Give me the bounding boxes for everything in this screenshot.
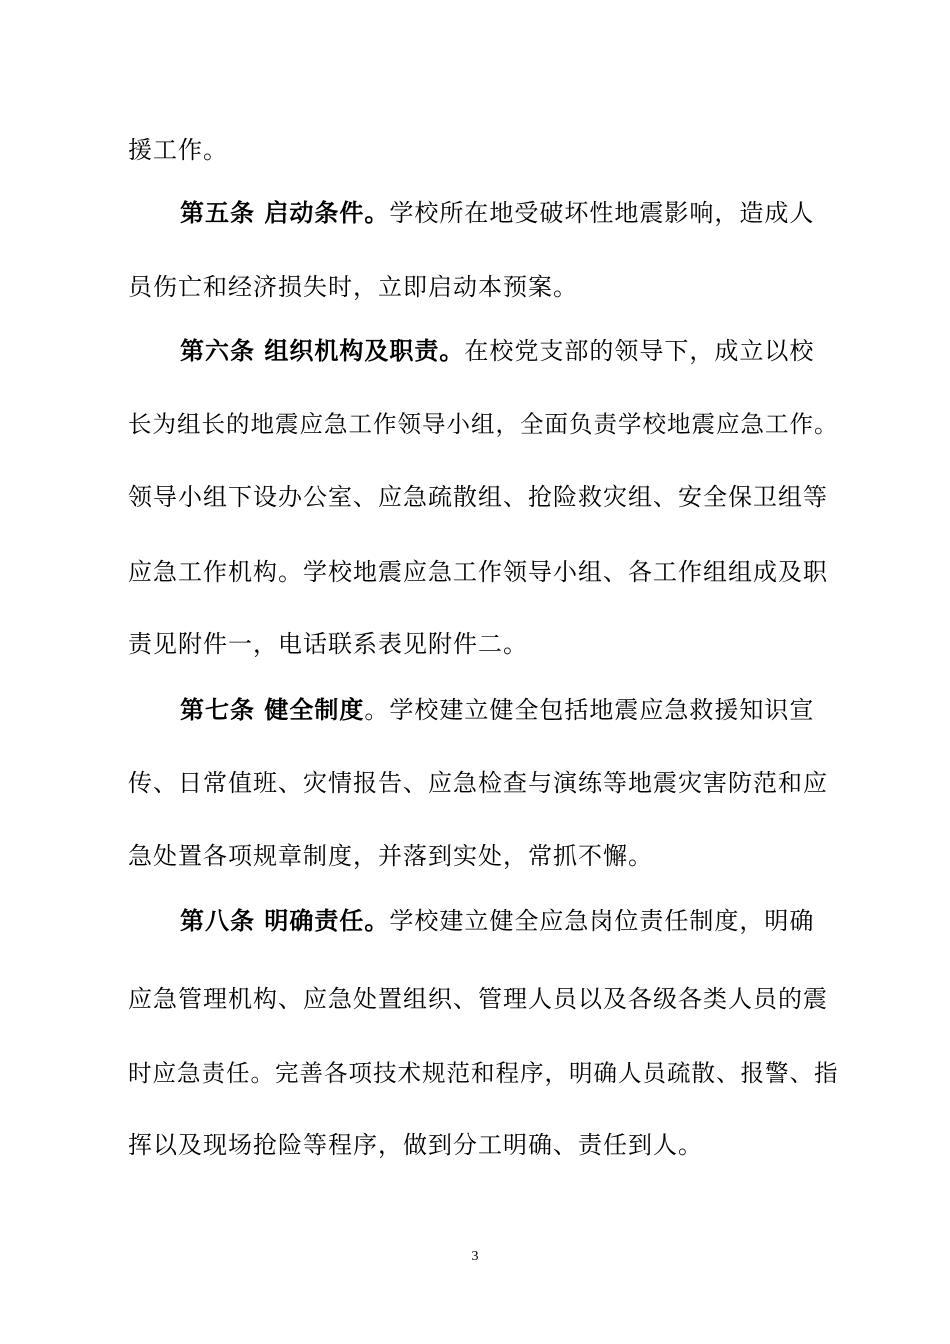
- body-line: [128, 841, 848, 871]
- body-line: [128, 482, 848, 512]
- line-text: 员伤亡和经济损失时，立即启动本预案。: [128, 273, 578, 301]
- article-heading: 第六条 组织机构及职责。: [180, 337, 465, 365]
- body-line: [128, 557, 848, 587]
- page-number: 3: [471, 1249, 479, 1264]
- body-line: [128, 1130, 848, 1160]
- body-line: [128, 135, 848, 165]
- line-text: 责见附件一，电话联系表见附件二。: [128, 630, 528, 658]
- line-text: 传、日常值班、灾情报告、应急检查与演练等地震灾害防范和应: [128, 769, 828, 797]
- body-line: [128, 409, 848, 439]
- line-text: 援工作。: [128, 136, 228, 164]
- article-8-line: [180, 906, 848, 936]
- article-5-line: [180, 198, 848, 228]
- article-6-line: [180, 336, 848, 366]
- line-text: 应急工作机构。学校地震应急工作领导小组、各工作组组成及职: [128, 558, 828, 586]
- line-text: 。学校建立健全包括地震应急救援知识宣: [364, 696, 815, 724]
- body-line: [128, 272, 848, 302]
- body-line: [128, 1058, 848, 1088]
- line-text: 长为组长的地震应急工作领导小组，全面负责学校地震应急工作。: [128, 410, 839, 438]
- body-line: [128, 984, 848, 1014]
- line-text: 挥以及现场抢险等程序，做到分工明确、责任到人。: [128, 1131, 703, 1159]
- line-text: 学校所在地受破坏性地震影响，造成人: [389, 199, 815, 227]
- line-text: 领导小组下设办公室、应急疏散组、抢险救灾组、安全保卫组等: [128, 483, 828, 511]
- article-7-line: [180, 695, 848, 725]
- article-heading: 第八条 明确责任。: [180, 907, 390, 935]
- article-heading: 第七条 健全制度: [180, 696, 365, 724]
- line-text: 急处置各项规章制度，并落到实处，常抓不懈。: [128, 842, 653, 870]
- line-text: 在校党支部的领导下，成立以校: [464, 337, 815, 365]
- line-text: 学校建立健全应急岗位责任制度，明确: [389, 907, 815, 935]
- article-heading: 第五条 启动条件。: [180, 199, 390, 227]
- body-line: [128, 629, 848, 659]
- line-text: 时应急责任。完善各项技术规范和程序，明确人员疏散、报警、指: [128, 1059, 839, 1087]
- line-text: 应急管理机构、应急处置组织、管理人员以及各级各类人员的震: [128, 985, 828, 1013]
- body-line: [128, 768, 848, 798]
